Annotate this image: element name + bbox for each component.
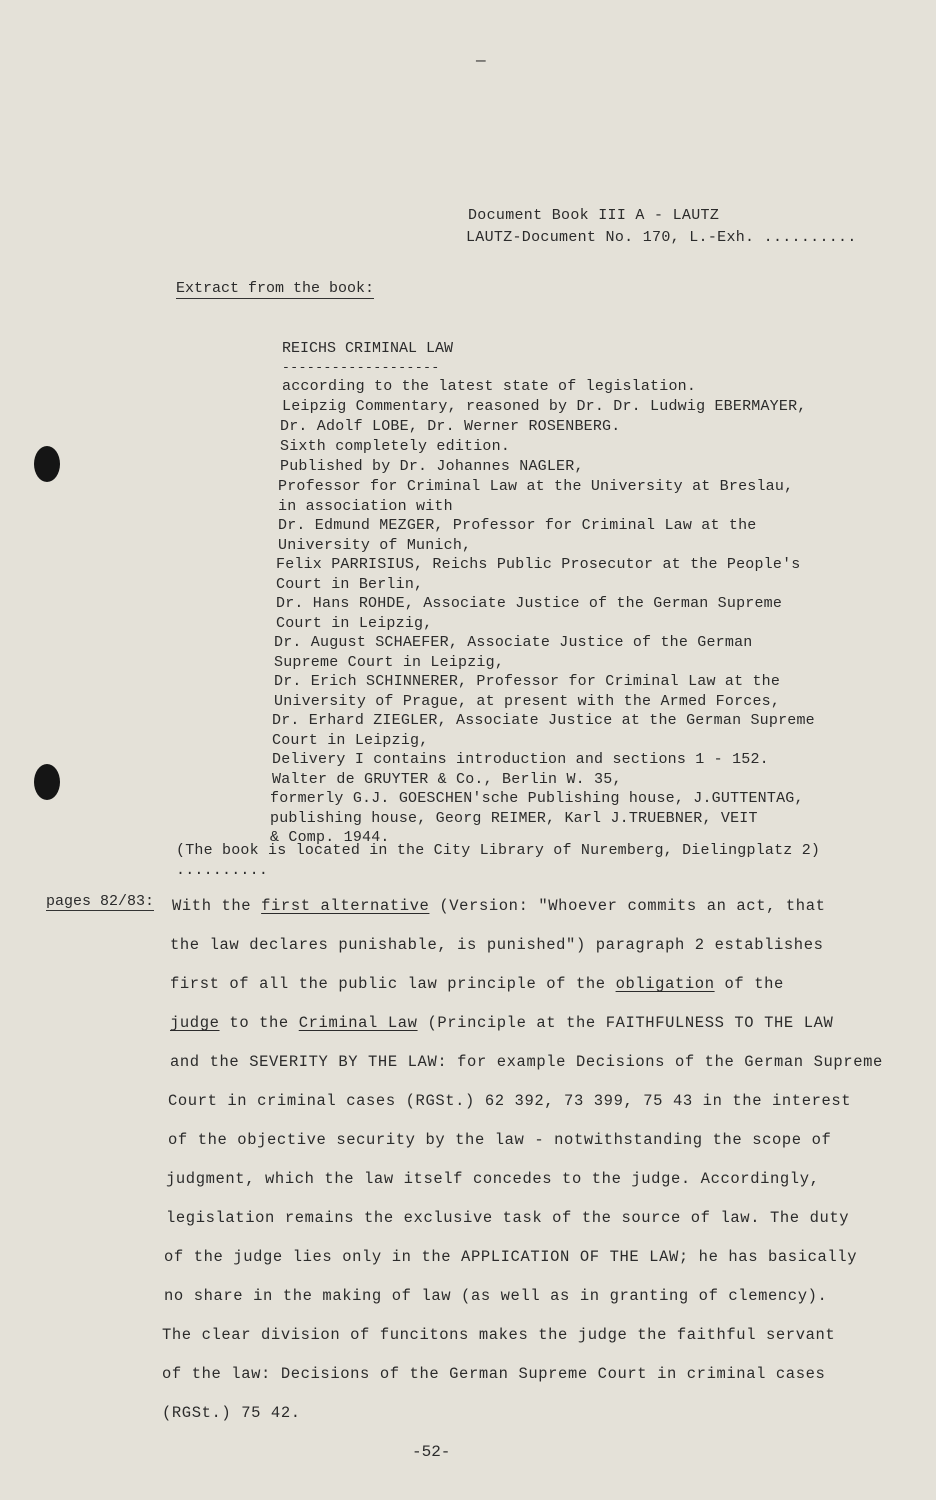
excerpt-line [172, 897, 826, 915]
bib-line: in association with [278, 498, 453, 515]
page-number: -52- [412, 1443, 451, 1461]
text-run: (Principle at the FAITHFULNESS TO THE LAW [417, 1014, 834, 1032]
excerpt-line: judgment, which the law itself concedes to the judge. Accordingly, [166, 1170, 820, 1188]
punch-hole [34, 446, 60, 482]
text-run: first of all the public law principle of the [170, 975, 616, 993]
excerpt-line: of the judge lies only in the APPLICATION OF THE LAW; he has basically [164, 1248, 858, 1266]
bib-line: Dr. Erhard ZIEGLER, Associate Justice at the German Supreme [272, 712, 815, 729]
bib-line: Court in Leipzig, [276, 615, 433, 632]
bib-line: according to the latest state of legislation. [282, 378, 697, 395]
bib-line: Sixth completely edition. [280, 438, 511, 455]
text-run: With the [172, 897, 262, 915]
bib-line: Leipzig Commentary, reasoned by Dr. Dr. Ludwig EBERMAYER, [282, 398, 807, 415]
excerpt-line: (RGSt.) 75 42. [162, 1404, 301, 1422]
bib-line: Court in Leipzig, [272, 732, 429, 749]
bib-line: Professor for Criminal Law at the University at Breslau, [278, 478, 794, 495]
excerpt-line: of the objective security by the law - notwithstanding the scope of [168, 1131, 832, 1149]
bib-line: Dr. August SCHAEFER, Associate Justice of the German [274, 634, 753, 651]
bib-line: Dr. Adolf LOBE, Dr. Werner ROSENBERG. [280, 418, 621, 435]
bib-line: Supreme Court in Leipzig, [274, 654, 505, 671]
bib-line: Published by Dr. Johannes NAGLER, [280, 458, 584, 475]
book-title-rule: ------------------- [282, 360, 440, 375]
excerpt-line: and the SEVERITY BY THE LAW: for example Decisions of the German Supreme [170, 1053, 883, 1071]
bib-line: Felix PARRISIUS, Reichs Public Prosecutor at the People's [276, 556, 801, 573]
top-mark: — [476, 52, 486, 70]
punch-hole [34, 764, 60, 800]
document-number-header: LAUTZ-Document No. 170, L.-Exh. .......... [466, 229, 857, 246]
bib-line: & Comp. 1944. [270, 829, 390, 846]
excerpt-line: the law declares punishable, is punished") paragraph 2 establishes [170, 936, 824, 954]
excerpt-line: Court in criminal cases (RGSt.) 62 392, 73 399, 75 43 in the interest [168, 1092, 852, 1110]
bib-line: University of Munich, [278, 537, 472, 554]
obligation-underlined: obligation [615, 975, 715, 993]
excerpt-line: legislation remains the exclusive task of the source of law. The duty [166, 1209, 850, 1227]
excerpt-line: The clear division of funcitons makes the judge the faithful servant [162, 1326, 836, 1344]
bib-line: publishing house, Georg REIMER, Karl J.TRUEBNER, VEIT [270, 810, 758, 827]
book-title: REICHS CRIMINAL LAW [282, 340, 454, 357]
excerpt-line: no share in the making of law (as well as in granting of clemency). [164, 1287, 828, 1305]
excerpt-line [170, 975, 784, 993]
bib-line: Court in Berlin, [276, 576, 424, 593]
bib-line: Delivery I contains introduction and sections 1 - 152. [272, 751, 769, 768]
location-dots: .......... [176, 862, 269, 879]
library-location-note: (The book is located in the City Library of Nuremberg, Dielingplatz 2) [176, 842, 821, 859]
excerpt-line [170, 1014, 833, 1032]
pages-label: pages 82/83: [46, 893, 155, 910]
bib-line: formerly G.J. GOESCHEN'sche Publishing house, J.GUTTENTAG, [270, 790, 804, 807]
document-book-header: Document Book III A - LAUTZ [468, 207, 720, 224]
judge-underlined: judge [170, 1014, 220, 1032]
extract-label: Extract from the book: [176, 280, 375, 297]
bib-line: Dr. Edmund MEZGER, Professor for Criminal Law at the [278, 517, 757, 534]
bib-line: Walter de GRUYTER & Co., Berlin W. 35, [272, 771, 622, 788]
excerpt-line: of the law: Decisions of the German Supreme Court in criminal cases [162, 1365, 826, 1383]
text-run: to the [219, 1014, 299, 1032]
first-alternative-underlined: first alternative [261, 897, 430, 915]
text-run: of the [714, 975, 784, 993]
criminal-law-underlined: Criminal Law [298, 1014, 418, 1032]
bib-line: Dr. Erich SCHINNERER, Professor for Criminal Law at the [274, 673, 781, 690]
bib-line: Dr. Hans ROHDE, Associate Justice of the German Supreme [276, 595, 783, 612]
text-run: (Version: "Whoever commits an act, that [429, 897, 826, 915]
bib-line: University of Prague, at present with the Armed Forces, [274, 693, 781, 710]
